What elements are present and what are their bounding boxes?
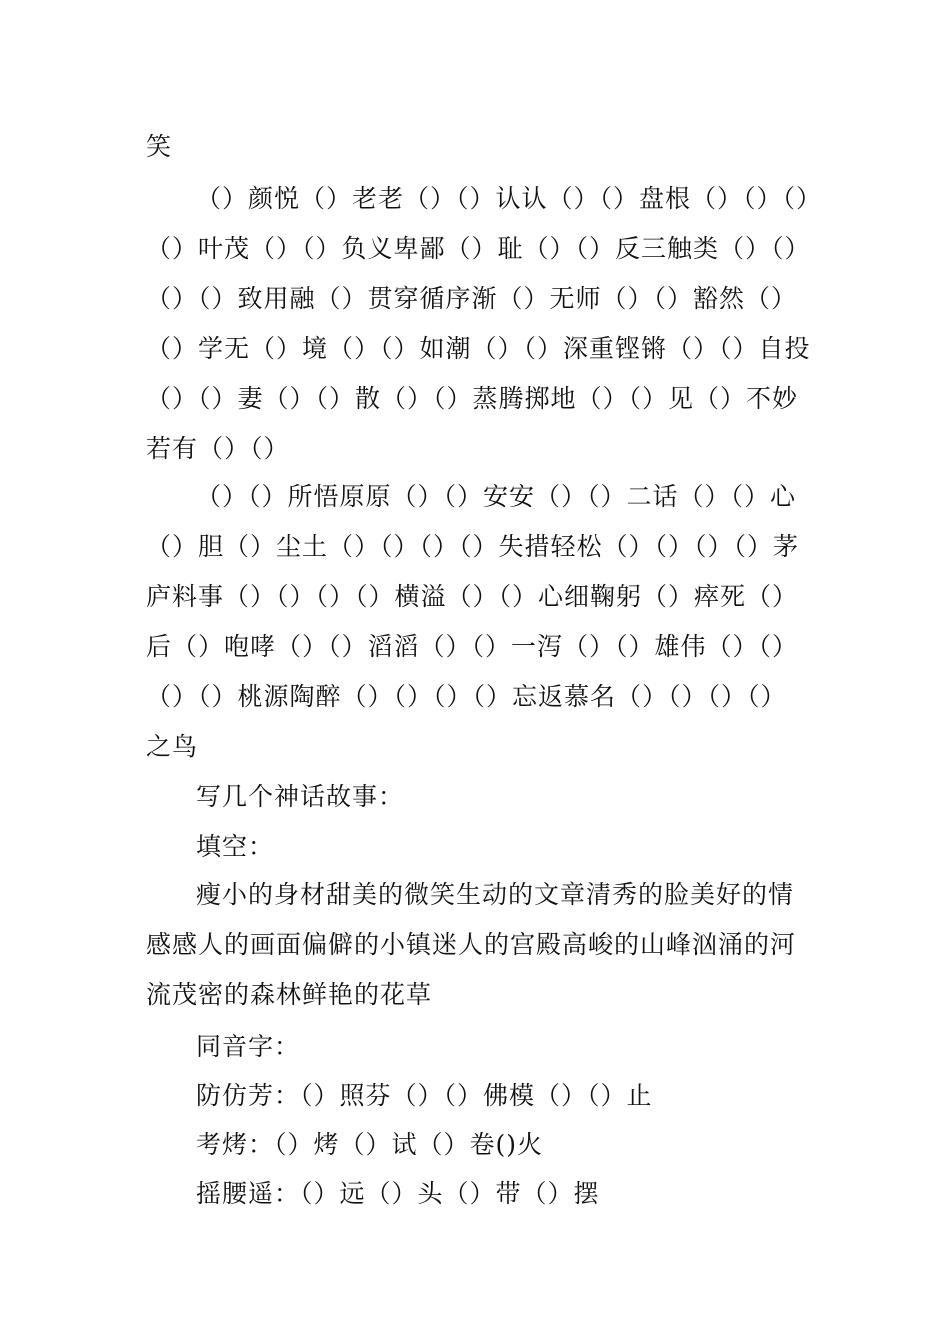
fill-paragraph: 瘦小的身材甜美的微笑生动的文章清秀的脸美好的情感感人的画面偏僻的小镇迷人的宫殿高峻的山峰汹涌的河流茂密的森林鲜艳的花草 [146,880,797,1009]
homophone-line: 考烤：（）烤（）试（）卷()火 [196,1130,544,1159]
homophone-line: 防仿芳：（）照芬（）（）佛模（）（）止 [196,1081,653,1110]
myths-heading: 写几个神话故事： [196,782,405,811]
fill-heading: 填空： [196,832,275,861]
idioms-paragraph-1: （）颜悦（）老老（）（）认认（）（）盘根（）（）（）（）叶茂（）（）负义卑鄙（）耻（）（）反三触类（）（）（）（）致用融（）贯穿循序渐（）无师（）（）豁然（）（）学无（）境（）（）如潮（）（）深重铿锵（）（）自投（）（）妻（）（）散（）（）蒸腾掷地（）（）见（）不妙若有（）（） [146,184,811,463]
homophone-line: 摇腰遥：（）远（）头（）带（）摆 [196,1179,600,1208]
homophone-heading: 同音字： [196,1032,301,1061]
top-fragment: 笑 [146,132,173,161]
idioms-paragraph-2: （）（）所悟原原（）（）安安（）（）二话（）（）心（）胆（）尘土（）（）（）（）失措轻松（）（）（）（）茅庐料事（）（）（）（）横溢（）（）心细鞠躬（）瘁死（）后（）咆哮（）（）滔滔（）（）一泻（）（）雄伟（）（）（）（）桃源陶醉（）（）（）（）忘返慕名（）（）（）（）之鸟 [146,482,800,761]
